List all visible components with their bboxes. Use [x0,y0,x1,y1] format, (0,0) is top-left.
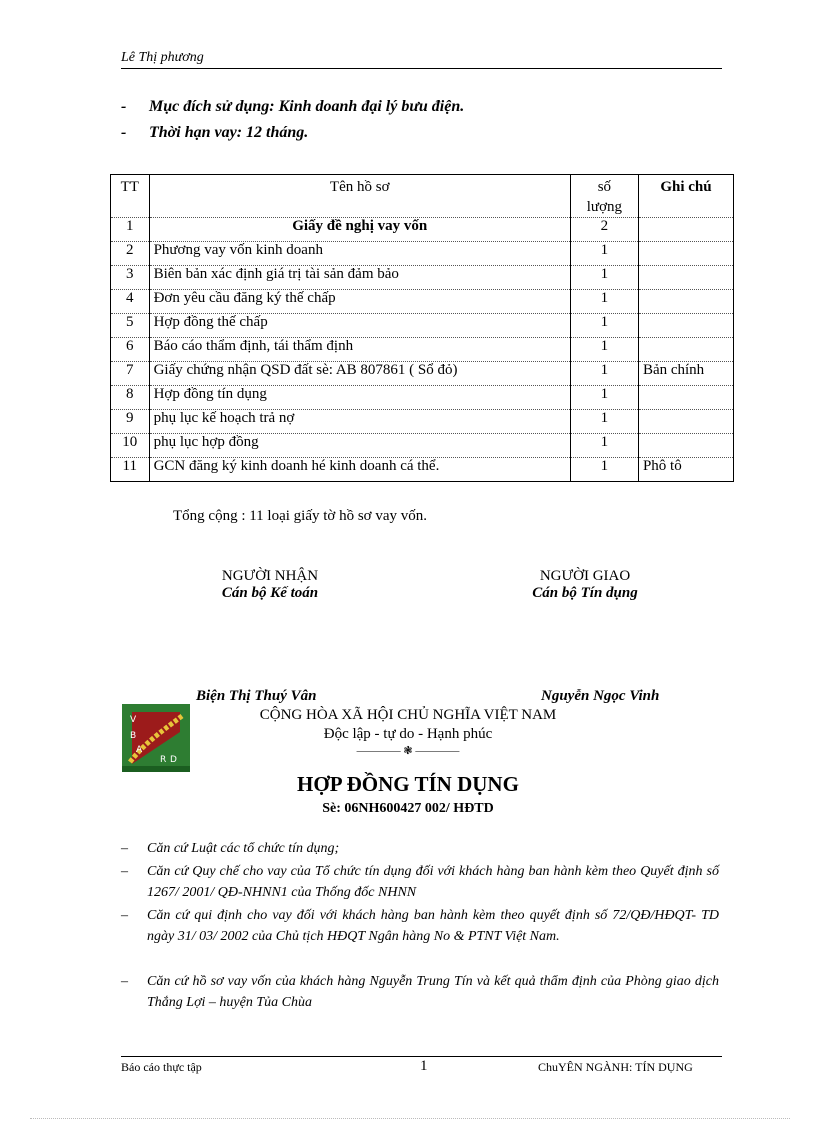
cell-note [638,242,733,266]
cell-name: Giấy đề nghị vay vốn [149,218,570,242]
giver-title: NGƯỜI GIAO [539,568,631,584]
table-row [111,434,734,458]
cell-qty: 2 [570,218,638,242]
table-row [111,386,734,410]
header-qty [570,175,638,218]
logo-letter-r: R [160,755,167,765]
table-row [111,338,734,362]
cell-name: Phương vay vốn kinh doanh [149,242,570,266]
cell-tt: 7 [111,362,150,386]
header-tt: TT [111,175,150,218]
receiver-title: NGƯỜI NHẬN [221,568,319,584]
cell-tt: 8 [111,386,150,410]
total-summary: Tổng cộng : 11 loại giấy tờ hồ sơ vay vốn. [173,508,428,524]
cell-note [638,218,733,242]
footer-divider [121,1056,722,1057]
page-number: 1 [420,1058,428,1074]
cell-tt: 4 [111,290,150,314]
page-bottom-edge [30,1118,790,1119]
clause-text: Căn cứ hồ sơ vay vốn của khách hàng Nguyễn Trung Tín và kết quả thẩm định của Phòng giao dịch Thắng Lợi – huyện Tủa Chùa [147,974,719,1010]
cell-qty: 1 [570,242,638,266]
footer-right: ChuYÊN NGÀNH: TÍN DỤNG [538,1060,693,1074]
contract-title: HỢP ĐỒNG TÍN DỤNG [297,772,519,796]
cell-qty: 1 [570,314,638,338]
cell-tt: 10 [111,434,150,458]
table-row [111,458,734,482]
cell-note: Bản chính [638,362,733,386]
header-qty-line1: số [597,179,612,195]
clause-dash: – [121,864,128,879]
clause-text: Căn cứ Quy chế cho vay của Tổ chức tín dụng đối với khách hàng ban hành kèm theo Quyết định số 1267/ 2001/ QĐ-NHNN1 của Thống đốc NHNN [147,864,719,900]
cell-note [638,410,733,434]
cell-name: Hợp đồng tín dụng [149,386,570,410]
cell-qty: 1 [570,386,638,410]
logo-letter-a: A [136,745,143,755]
table-row [111,410,734,434]
table-row [111,362,734,386]
table-row [111,242,734,266]
clause-item [121,838,721,859]
cell-qty: 1 [570,338,638,362]
cell-note [638,266,733,290]
cell-qty: 1 [570,266,638,290]
clause-text: Căn cứ Luật các tổ chức tín dụng; [147,841,340,856]
cell-tt: 5 [111,314,150,338]
clause-text: Căn cứ qui định cho vay đối với khách hàng ban hành kèm theo quyết định số 72/QĐ/HĐQT- TD ngày 31/ 03/ 2002 của Chủ tịch HĐQT Ngân hàng No & PTNT Việt Nam. [147,908,719,944]
cell-name: Hợp đồng thế chấp [149,314,570,338]
receiver-role: Cán bộ Kế toán [221,585,319,601]
clause-dash: – [121,908,128,923]
giver-role: Cán bộ Tín dụng [532,585,638,601]
document-list-table [110,174,734,482]
nation-line: CỘNG HÒA XÃ HỘI CHỦ NGHĨA VIỆT NAM [259,707,557,723]
nation-motto: Độc lập - tự do - Hạnh phúc [323,726,493,742]
cell-name: Giấy chứng nhận QSD đất sè: AB 807861 ( Sổ đỏ) [149,362,570,386]
table-row [111,314,734,338]
bullet-purpose [121,98,464,116]
clause-item [121,905,721,968]
cell-name: Biên bản xác định giá trị tài sản đảm bảo [149,266,570,290]
cell-tt: 9 [111,410,150,434]
header-divider [121,68,722,69]
table-row [111,266,734,290]
nation-ornament: ———— ❃ ———— [356,745,460,757]
logo-letter-d: D [170,755,177,765]
cell-tt: 6 [111,338,150,362]
cell-name: phụ lục kế hoạch trả nợ [149,410,570,434]
table-row [111,218,734,242]
cell-qty: 1 [570,458,638,482]
contract-number: Sè: 06NH600427 002/ HĐTD [322,801,494,816]
cell-note: Phô tô [638,458,733,482]
cell-note [638,386,733,410]
cell-name: Đơn yêu cầu đăng ký thế chấp [149,290,570,314]
cell-name: GCN đăng ký kinh doanh hé kinh doanh cá thể. [149,458,570,482]
cell-note [638,290,733,314]
logo-letter-v: V [130,715,137,725]
clause-dash: – [121,841,128,856]
receiver-block [175,568,365,602]
header-author: Lê Thị phương [121,50,204,65]
cell-note [638,434,733,458]
bullet-dash: - [121,98,127,115]
cell-tt: 3 [111,266,150,290]
bullet-text: Thời hạn vay: 12 tháng. [149,124,309,141]
cell-tt: 1 [111,218,150,242]
bullet-dash: - [121,124,127,141]
table-header-row [111,175,734,218]
table-row [111,290,734,314]
giver-block [490,568,680,602]
cell-name: phụ lục hợp đồng [149,434,570,458]
logo-letter-b: B [130,731,137,741]
bullet-term [121,124,308,142]
clause-item [121,861,721,903]
cell-tt: 11 [111,458,150,482]
giver-name: Nguyễn Ngọc Vinh [541,688,660,704]
cell-name: Báo cáo thẩm định, tái thẩm định [149,338,570,362]
receiver-name: Biện Thị Thuý Vân [196,688,317,704]
cell-qty: 1 [570,290,638,314]
cell-qty: 1 [570,410,638,434]
cell-note [638,338,733,362]
cell-note [638,314,733,338]
cell-qty: 1 [570,362,638,386]
clause-item [121,971,721,1013]
cell-qty: 1 [570,434,638,458]
bullet-text: Mục đích sử dụng: Kinh doanh đại lý bưu điện. [149,98,465,115]
footer-left: Báo cáo thực tập [121,1060,202,1074]
clause-dash: – [121,974,128,989]
header-name: Tên hồ sơ [149,175,570,218]
header-qty-line2: lượng [586,199,622,215]
cell-tt: 2 [111,242,150,266]
header-note: Ghi chú [638,175,733,218]
